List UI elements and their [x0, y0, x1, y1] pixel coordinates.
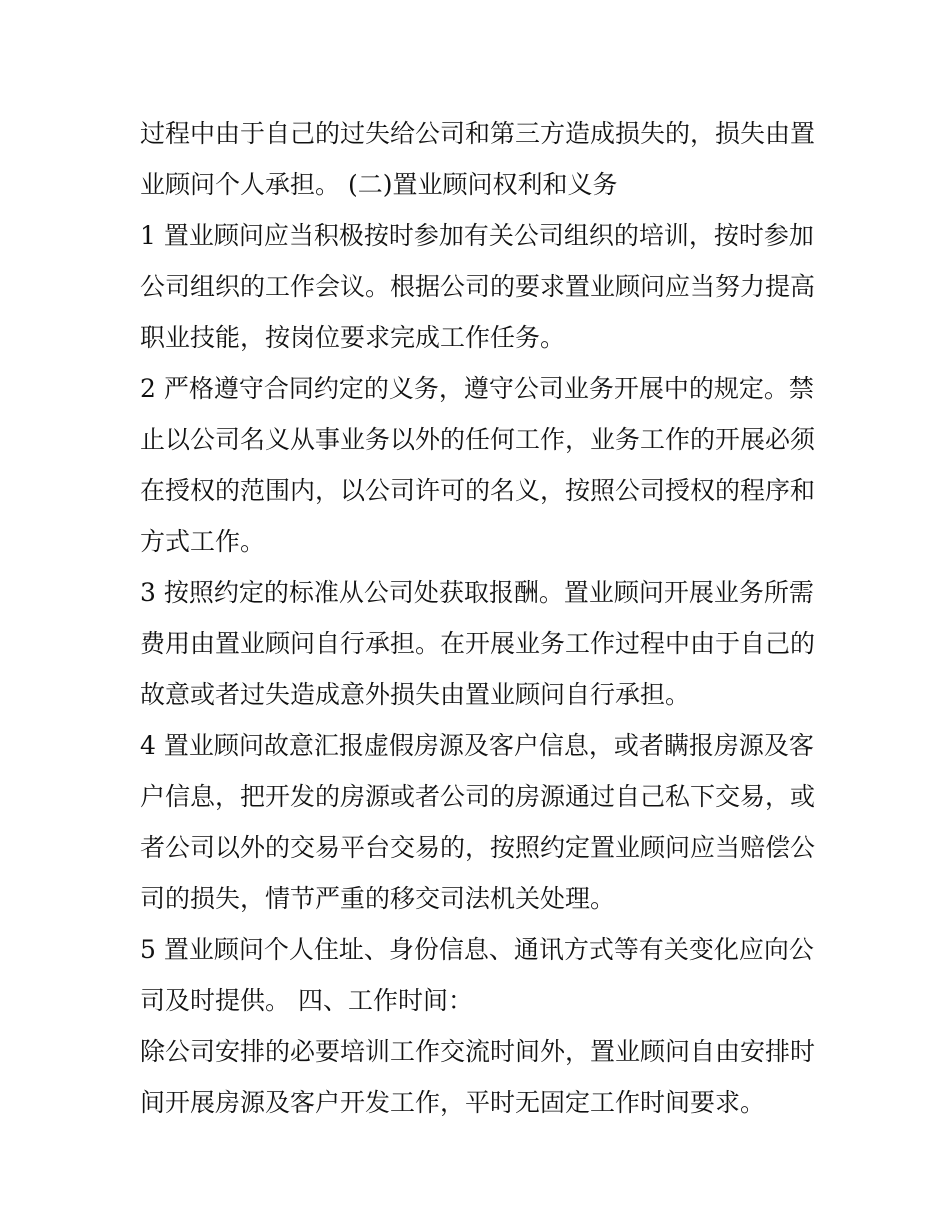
paragraph-working-hours: 除公司安排的必要培训工作交流时间外，置业顾问自由安排时间开展房源及客户开发工作，平时无固定工作时间要求。 — [140, 1037, 816, 1117]
paragraph-item-4: 4 置业顾问故意汇报虚假房源及客户信息，或者瞒报房源及客户信息，把开发的房源或者公司的房源通过自己私下交易，或者公司以外的交易平台交易的，按照约定置业顾问应当赔偿公司的损失，情节严重的移交司法机关处理。 — [140, 731, 816, 913]
paragraph-item-3: 3 按照约定的标准从公司处获取报酬。置业顾问开展业务所需费用由置业顾问自行承担。在开展业务工作过程中由于自己的故意或者过失造成意外损失由置业顾问自行承担。 — [140, 578, 816, 709]
paragraph-continuation: 过程中由于自己的过失给公司和第三方造成损失的，损失由置业顾问个人承担。 (二)置业顾问权利和义务 — [140, 119, 816, 199]
paragraph-item-5: 5 置业顾问个人住址、身份信息、通讯方式等有关变化应向公司及时提供。 四、工作时间： — [140, 935, 814, 1015]
paragraph-item-2: 2 严格遵守合同约定的义务，遵守公司业务开展中的规定。禁止以公司名义从事业务以外的任何工作，业务工作的开展必须在授权的范围内，以公司许可的名义，按照公司授权的程序和方式工作。 — [140, 374, 816, 556]
document-body — [140, 108, 820, 1128]
paragraph-item-1: 1 置业顾问应当积极按时参加有关公司组织的培训，按时参加公司组织的工作会议。根据公司的要求置业顾问应当努力提高职业技能，按岗位要求完成工作任务。 — [140, 221, 816, 352]
